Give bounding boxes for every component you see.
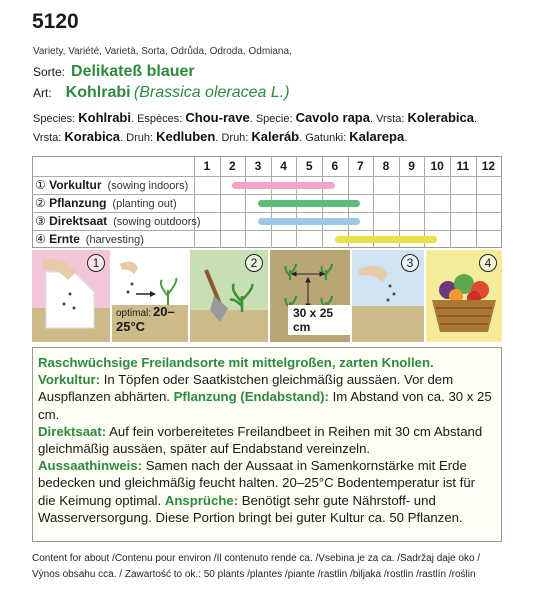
species-value: Kedluben bbox=[156, 129, 216, 144]
row-title: Ernte bbox=[49, 232, 80, 246]
month-header-7: 7 bbox=[357, 159, 364, 173]
species-value: Chou-rave bbox=[185, 110, 250, 125]
month-header-1: 1 bbox=[203, 159, 211, 173]
step-panel-germination bbox=[112, 250, 188, 342]
sorte-row bbox=[33, 63, 195, 81]
calendar-bar-pflanzung bbox=[258, 200, 360, 207]
species-label: . Druh: bbox=[120, 132, 157, 144]
calendar-bar-ernte bbox=[335, 236, 437, 243]
row-marker: ④ bbox=[35, 232, 50, 246]
direktsaat-label: Direktsaat: bbox=[38, 423, 107, 439]
step-number-1: 1 bbox=[87, 254, 105, 272]
info-paragraph-vorkultur bbox=[38, 371, 496, 423]
month-header-9: 9 bbox=[408, 159, 415, 173]
sorte-label: Sorte: bbox=[33, 65, 66, 79]
row-marker: ① bbox=[35, 178, 50, 192]
species-value: Kaleráb bbox=[251, 129, 300, 144]
species-label: Vrsta: bbox=[33, 132, 65, 144]
vorkultur-label: Vorkultur: bbox=[38, 372, 101, 388]
species-label: . bbox=[404, 132, 408, 144]
aussaat-label: Aussaathinweis: bbox=[38, 458, 143, 474]
species-value: Kolerabica bbox=[407, 110, 474, 125]
month-header-8: 8 bbox=[382, 159, 390, 173]
temperature-value: 20–25°C bbox=[116, 304, 175, 334]
species-value: Cavolo rapa bbox=[295, 110, 370, 125]
month-header-10: 10 bbox=[430, 159, 444, 173]
info-paragraph-aussaat bbox=[38, 457, 496, 526]
species-line-2 bbox=[33, 128, 513, 147]
temperature-prefix: optimal: bbox=[116, 308, 152, 319]
month-header-6: 6 bbox=[331, 159, 339, 173]
calendar-bar-direktsaat bbox=[258, 218, 360, 225]
calendar-bar-vorkultur bbox=[232, 182, 334, 189]
footer-line-1: Content for about /Contenu pour environ /Il contenuto rende ca. /Vsebina je za ca. /Sadržaj daje oko / bbox=[32, 553, 481, 564]
species-translations bbox=[33, 109, 513, 147]
row-note: (sowing indoors) bbox=[107, 180, 189, 192]
species-label: . bbox=[473, 113, 478, 125]
month-header-12: 12 bbox=[481, 159, 496, 173]
month-header-3: 3 bbox=[254, 159, 262, 173]
step-panel-spacing bbox=[270, 250, 350, 342]
row-marker: ② bbox=[35, 196, 50, 210]
sowing-calendar bbox=[32, 156, 502, 248]
month-header-5: 5 bbox=[305, 159, 313, 173]
step-panel-harvest bbox=[426, 250, 502, 342]
row-marker: ③ bbox=[35, 214, 50, 228]
variety-line: Variety, Variété, Varietà, Sorta, Odrůda, Odroda, Odmiana, bbox=[33, 46, 292, 57]
row-title: Direktsaat bbox=[49, 214, 108, 228]
item-code: 5120 bbox=[32, 10, 79, 33]
row-note: (harvesting) bbox=[85, 234, 144, 246]
calendar-row-label bbox=[35, 194, 177, 212]
species-label: . Specie: bbox=[249, 113, 296, 125]
vorkultur-text: In Töpfen oder Saatkistchen gleichmäßig aussäen. Vor dem Auspflanzen abhärten. bbox=[38, 372, 454, 405]
content-footer bbox=[32, 551, 512, 583]
art-value: Kohlrabi bbox=[65, 84, 131, 101]
footer-line-2: Výnos obsahu cca. / Zawartość to ok.: 50 plants /plantes /piante /rastlin /biljaka /rostlin /rastlín /roślin bbox=[32, 569, 476, 580]
ansprueche-text: Benötigt sehr gute Nährstoff- und Wasserversorgung. Diese Portion bringt bei guter Kultur ca. 50 Pflanzen. bbox=[38, 492, 463, 525]
step-panel-direct-sowing bbox=[352, 250, 424, 342]
step-panel-sowing-pot bbox=[32, 250, 110, 342]
pflanzung-text: Im Abstand von ca. 30 x 25 cm. bbox=[38, 389, 492, 422]
step-number-4: 4 bbox=[479, 254, 497, 272]
info-paragraph-direktsaat bbox=[38, 423, 496, 457]
temperature-label bbox=[116, 304, 188, 334]
calendar-row-label bbox=[35, 230, 144, 248]
row-note: (planting out) bbox=[112, 198, 177, 210]
calendar-row-label bbox=[35, 176, 188, 194]
species-label: . Druh: bbox=[215, 132, 252, 144]
step-panel-planting bbox=[190, 250, 268, 342]
species-label: Species: bbox=[33, 113, 79, 125]
art-latin-name: (Brassica oleracea L.) bbox=[133, 84, 290, 101]
species-label: . Vrsta: bbox=[369, 113, 408, 125]
aussaat-text: Samen nach der Aussaat in Samenkornstärke mit Erde bedecken und gleichmäßig feucht halten. 20–25°C Bodentemperatur ist für die Keimung optimal. bbox=[38, 458, 476, 508]
info-headline: Raschwüchsige Freilandsorte mit mittelgroßen, zarten Knollen. bbox=[38, 355, 434, 370]
art-label: Art: bbox=[33, 86, 52, 100]
cultivation-instructions bbox=[32, 347, 502, 542]
row-title: Pflanzung bbox=[49, 196, 107, 210]
row-title: Vorkultur bbox=[49, 178, 102, 192]
month-header-2: 2 bbox=[229, 159, 236, 173]
species-label: . Gatunki: bbox=[299, 132, 350, 144]
month-header-4: 4 bbox=[280, 159, 287, 173]
species-label: . Espèces: bbox=[130, 113, 186, 125]
pflanzung-label: Pflanzung (Endabstand): bbox=[173, 389, 329, 405]
art-row bbox=[33, 84, 290, 102]
calendar-row-label bbox=[35, 212, 201, 230]
species-value: Korabica bbox=[64, 129, 121, 144]
step-number-3: 3 bbox=[401, 254, 419, 272]
ansprueche-label: Ansprüche: bbox=[164, 492, 239, 508]
month-header-11: 11 bbox=[456, 159, 470, 173]
step-number-2: 2 bbox=[245, 254, 263, 272]
species-value: Kalarepa bbox=[349, 129, 405, 144]
sorte-value: Delikateß blauer bbox=[71, 63, 195, 80]
species-value: Kohlrabi bbox=[78, 110, 131, 125]
step-illustrations bbox=[32, 250, 502, 342]
direktsaat-text: Auf fein vorbereitetes Freilandbeet in Reihen mit 30 cm Abstand gleichmäßig aussäen, später auf Endabstand vereinzeln. bbox=[38, 423, 483, 457]
plant-spacing-label: 30 x 25 cm bbox=[288, 305, 350, 335]
species-line-1 bbox=[33, 109, 513, 128]
row-note: (sowing outdoors) bbox=[113, 216, 201, 228]
